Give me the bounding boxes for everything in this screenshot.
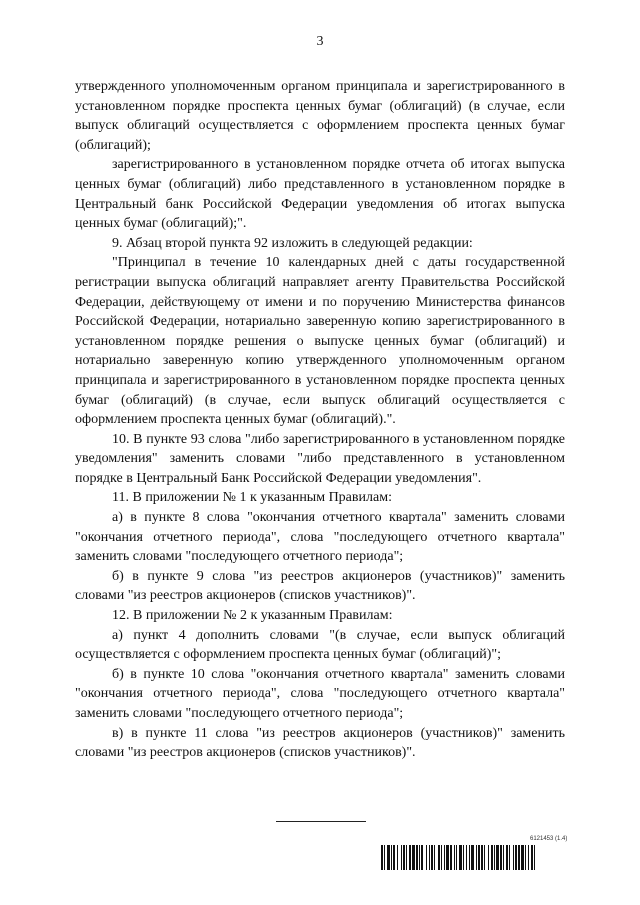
barcode-bar [521, 845, 524, 870]
barcode-bar [434, 845, 435, 870]
paragraph-10: а) пункт 4 дополнить словами "(в случае, если выпуск облигаций осуществляется с оформлением проспекта ценных бумаг (облигаций)"; [75, 627, 565, 663]
paragraph-4: "Принципал в течение 10 календарных дней с даты государственной регистрации выпуска облигаций направляет агенту Правительства Российской Федерации, действующему от имени и по поручению Министерства финансов Российской Федерации, нотариально заверенную копию зарегистрированного в установленном порядке решения о выпуске ценных бумаг (облигаций) и нотариально заверенную копию утвержденного уполномоченным органом принципала и зарегистрированного в установленном порядке проспекта ценных бумаг (облигаций) (в случае, если выпуск облигаций осуществляется с оформлением проспекта ценных бумаг (облигаций).". [75, 255, 565, 428]
paragraph-12: в) в пункте 11 слова "из реестров акционеров (участников)" заменить словами "из реестров акционеров (списков участников)". [75, 725, 565, 761]
barcode-bar [534, 845, 535, 870]
barcode-bar [471, 845, 474, 870]
barcode-bar [406, 845, 407, 870]
barcode-bar [484, 845, 485, 870]
document-code: 6121453 (1.4) [530, 836, 568, 842]
barcode-bar [391, 845, 392, 870]
barcode-bar [441, 845, 442, 870]
paragraph-11: б) в пункте 10 слова "окончания отчетного квартала" заменить словами "окончания отчетного периода", слова "последующего отчетного квартала" заменить словами "последующего отчетного периода"; [75, 666, 565, 721]
paragraph-5: 10. В пункте 93 слова "либо зарегистрированного в установленном порядке уведомления" заменить словами "либо представленного в установленном порядке в Центральный Банк Российской Федерации уведомления". [75, 431, 565, 486]
barcode-bar [459, 845, 462, 870]
barcode-bar [446, 845, 449, 870]
barcode-bar [450, 845, 452, 870]
paragraph-8: б) в пункте 9 слова "из реестров акционеров (участников)" заменить словами "из реестров акционеров (списков участников)". [75, 568, 565, 604]
barcode-bar [381, 845, 383, 870]
barcode-bar [401, 845, 402, 870]
barcode-bar [403, 845, 405, 870]
barcode-bar [488, 845, 489, 870]
barcode-bar [416, 845, 418, 870]
barcode-bar [500, 845, 502, 870]
barcode-bar [494, 845, 495, 870]
paragraph-3: 9. Абзац второй пункта 92 изложить в следующей редакции: [112, 235, 473, 251]
barcode-bar [393, 845, 395, 870]
barcode-bar [503, 845, 504, 870]
barcode-bar [387, 845, 390, 870]
barcode-bar [525, 845, 526, 870]
paragraph-1: утвержденного уполномоченным органом принципала и зарегистрированного в установленном порядке проспекта ценных бумаг (облигаций) (в случае, если выпуск облигаций осуществляется с оформлением проспекта ценных бумаг (облигаций); [75, 79, 565, 153]
footer-divider [276, 821, 366, 822]
barcode-bar [421, 845, 423, 870]
barcode-bar [384, 845, 385, 870]
barcode-bar [444, 845, 445, 870]
paragraph-2: зарегистрированного в установленном порядке отчета об итогах выпуска ценных бумаг (облигаций) либо представленного в установленном порядке в Центральный банк Российской Федерации уведомления об итогах выпуска ценных бумаг (облигаций);". [75, 157, 565, 232]
barcode-bar [506, 845, 508, 870]
barcode-bar [456, 845, 457, 870]
barcode-bar [426, 845, 427, 870]
page-number: 3 [316, 34, 324, 49]
barcode-bar [469, 845, 470, 870]
barcode-bar [528, 845, 529, 870]
document-body [75, 77, 565, 763]
barcode-bar [478, 845, 480, 870]
paragraph-9: 12. В приложении № 2 к указанным Правилам: [112, 608, 393, 624]
barcode-bar [496, 845, 499, 870]
barcode-bar [515, 845, 517, 870]
barcode-bar [518, 845, 520, 870]
barcode-bar [429, 845, 430, 870]
barcode-bar [431, 845, 433, 870]
barcode-bar [409, 845, 411, 870]
barcode-bar [481, 845, 483, 870]
barcode-bar [491, 845, 493, 870]
barcode-bar [531, 845, 533, 870]
barcode-bar [476, 845, 477, 870]
barcode-bar [513, 845, 514, 870]
barcode-bar [454, 845, 455, 870]
barcode-bar [509, 845, 510, 870]
barcode-bar [412, 845, 415, 870]
barcode-bar [419, 845, 420, 870]
barcode [381, 845, 615, 870]
barcode-bar [438, 845, 440, 870]
paragraph-7: а) в пункте 8 слова "окончания отчетного квартала" заменить словами "окончания отчетного периода", слова "последующего отчетного квартала" заменить словами "последующего отчетного периода"; [75, 510, 565, 565]
paragraph-6: 11. В приложении № 1 к указанным Правилам: [112, 490, 392, 506]
barcode-bar [466, 845, 467, 870]
barcode-bar [397, 845, 398, 870]
barcode-bar [463, 845, 464, 870]
